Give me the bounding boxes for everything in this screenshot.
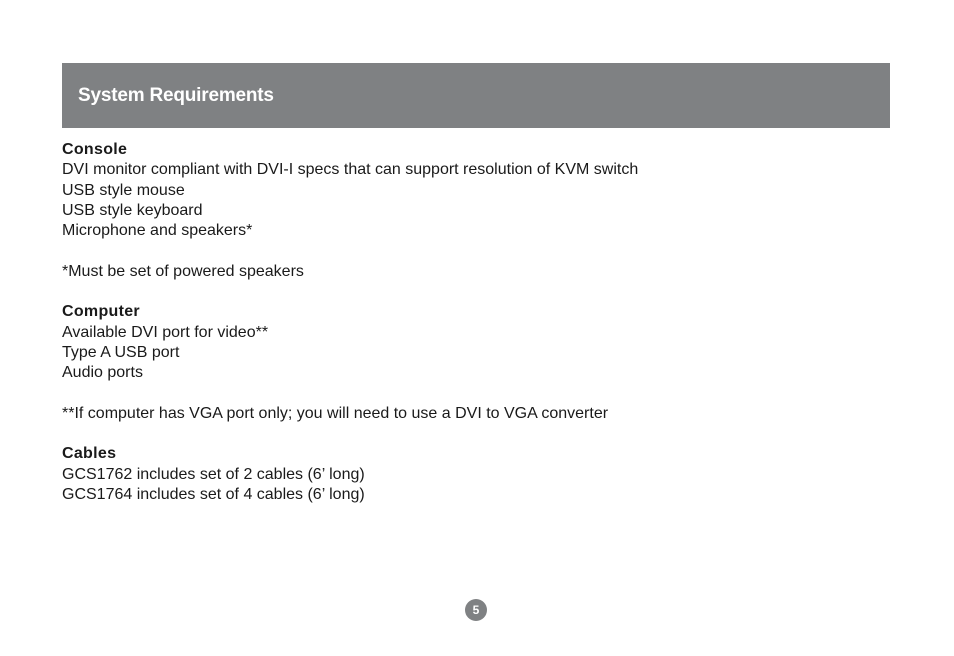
page-number-badge: 5 — [465, 599, 487, 621]
section-heading-console: Console — [62, 141, 128, 158]
section-header-bar — [62, 63, 890, 128]
section-heading-cables: Cables — [62, 445, 117, 463]
console-requirement-monitor: DVI monitor compliant with DVI-I specs that can support resolution of KVM switch — [62, 161, 639, 179]
cables-section — [62, 444, 892, 505]
spacer — [62, 282, 892, 302]
console-requirement-keyboard: USB style keyboard — [62, 201, 203, 219]
console-requirement-mouse: USB style mouse — [62, 181, 185, 199]
requirements-content — [62, 140, 892, 505]
computer-requirement-dvi: Available DVI port for video** — [62, 323, 269, 341]
section-heading-computer: Computer — [62, 303, 140, 321]
spacer — [62, 424, 892, 444]
spacer — [62, 384, 892, 404]
cables-item-gcs1762: GCS1762 includes set of 2 cables (6’ long) — [62, 465, 365, 483]
computer-footnote: **If computer has VGA port only; you will need to use a DVI to VGA converter — [62, 404, 609, 422]
computer-section — [62, 302, 892, 424]
computer-requirement-audio: Audio ports — [62, 364, 143, 382]
spacer — [62, 241, 892, 261]
console-footnote: *Must be set of powered speakers — [62, 262, 304, 280]
computer-requirement-usb: Type A USB port — [62, 343, 180, 361]
page-title: System Requirements — [78, 84, 274, 106]
console-section — [62, 140, 892, 282]
cables-item-gcs1764: GCS1764 includes set of 4 cables (6’ long) — [62, 486, 365, 504]
console-requirement-audio: Microphone and speakers* — [62, 222, 253, 240]
